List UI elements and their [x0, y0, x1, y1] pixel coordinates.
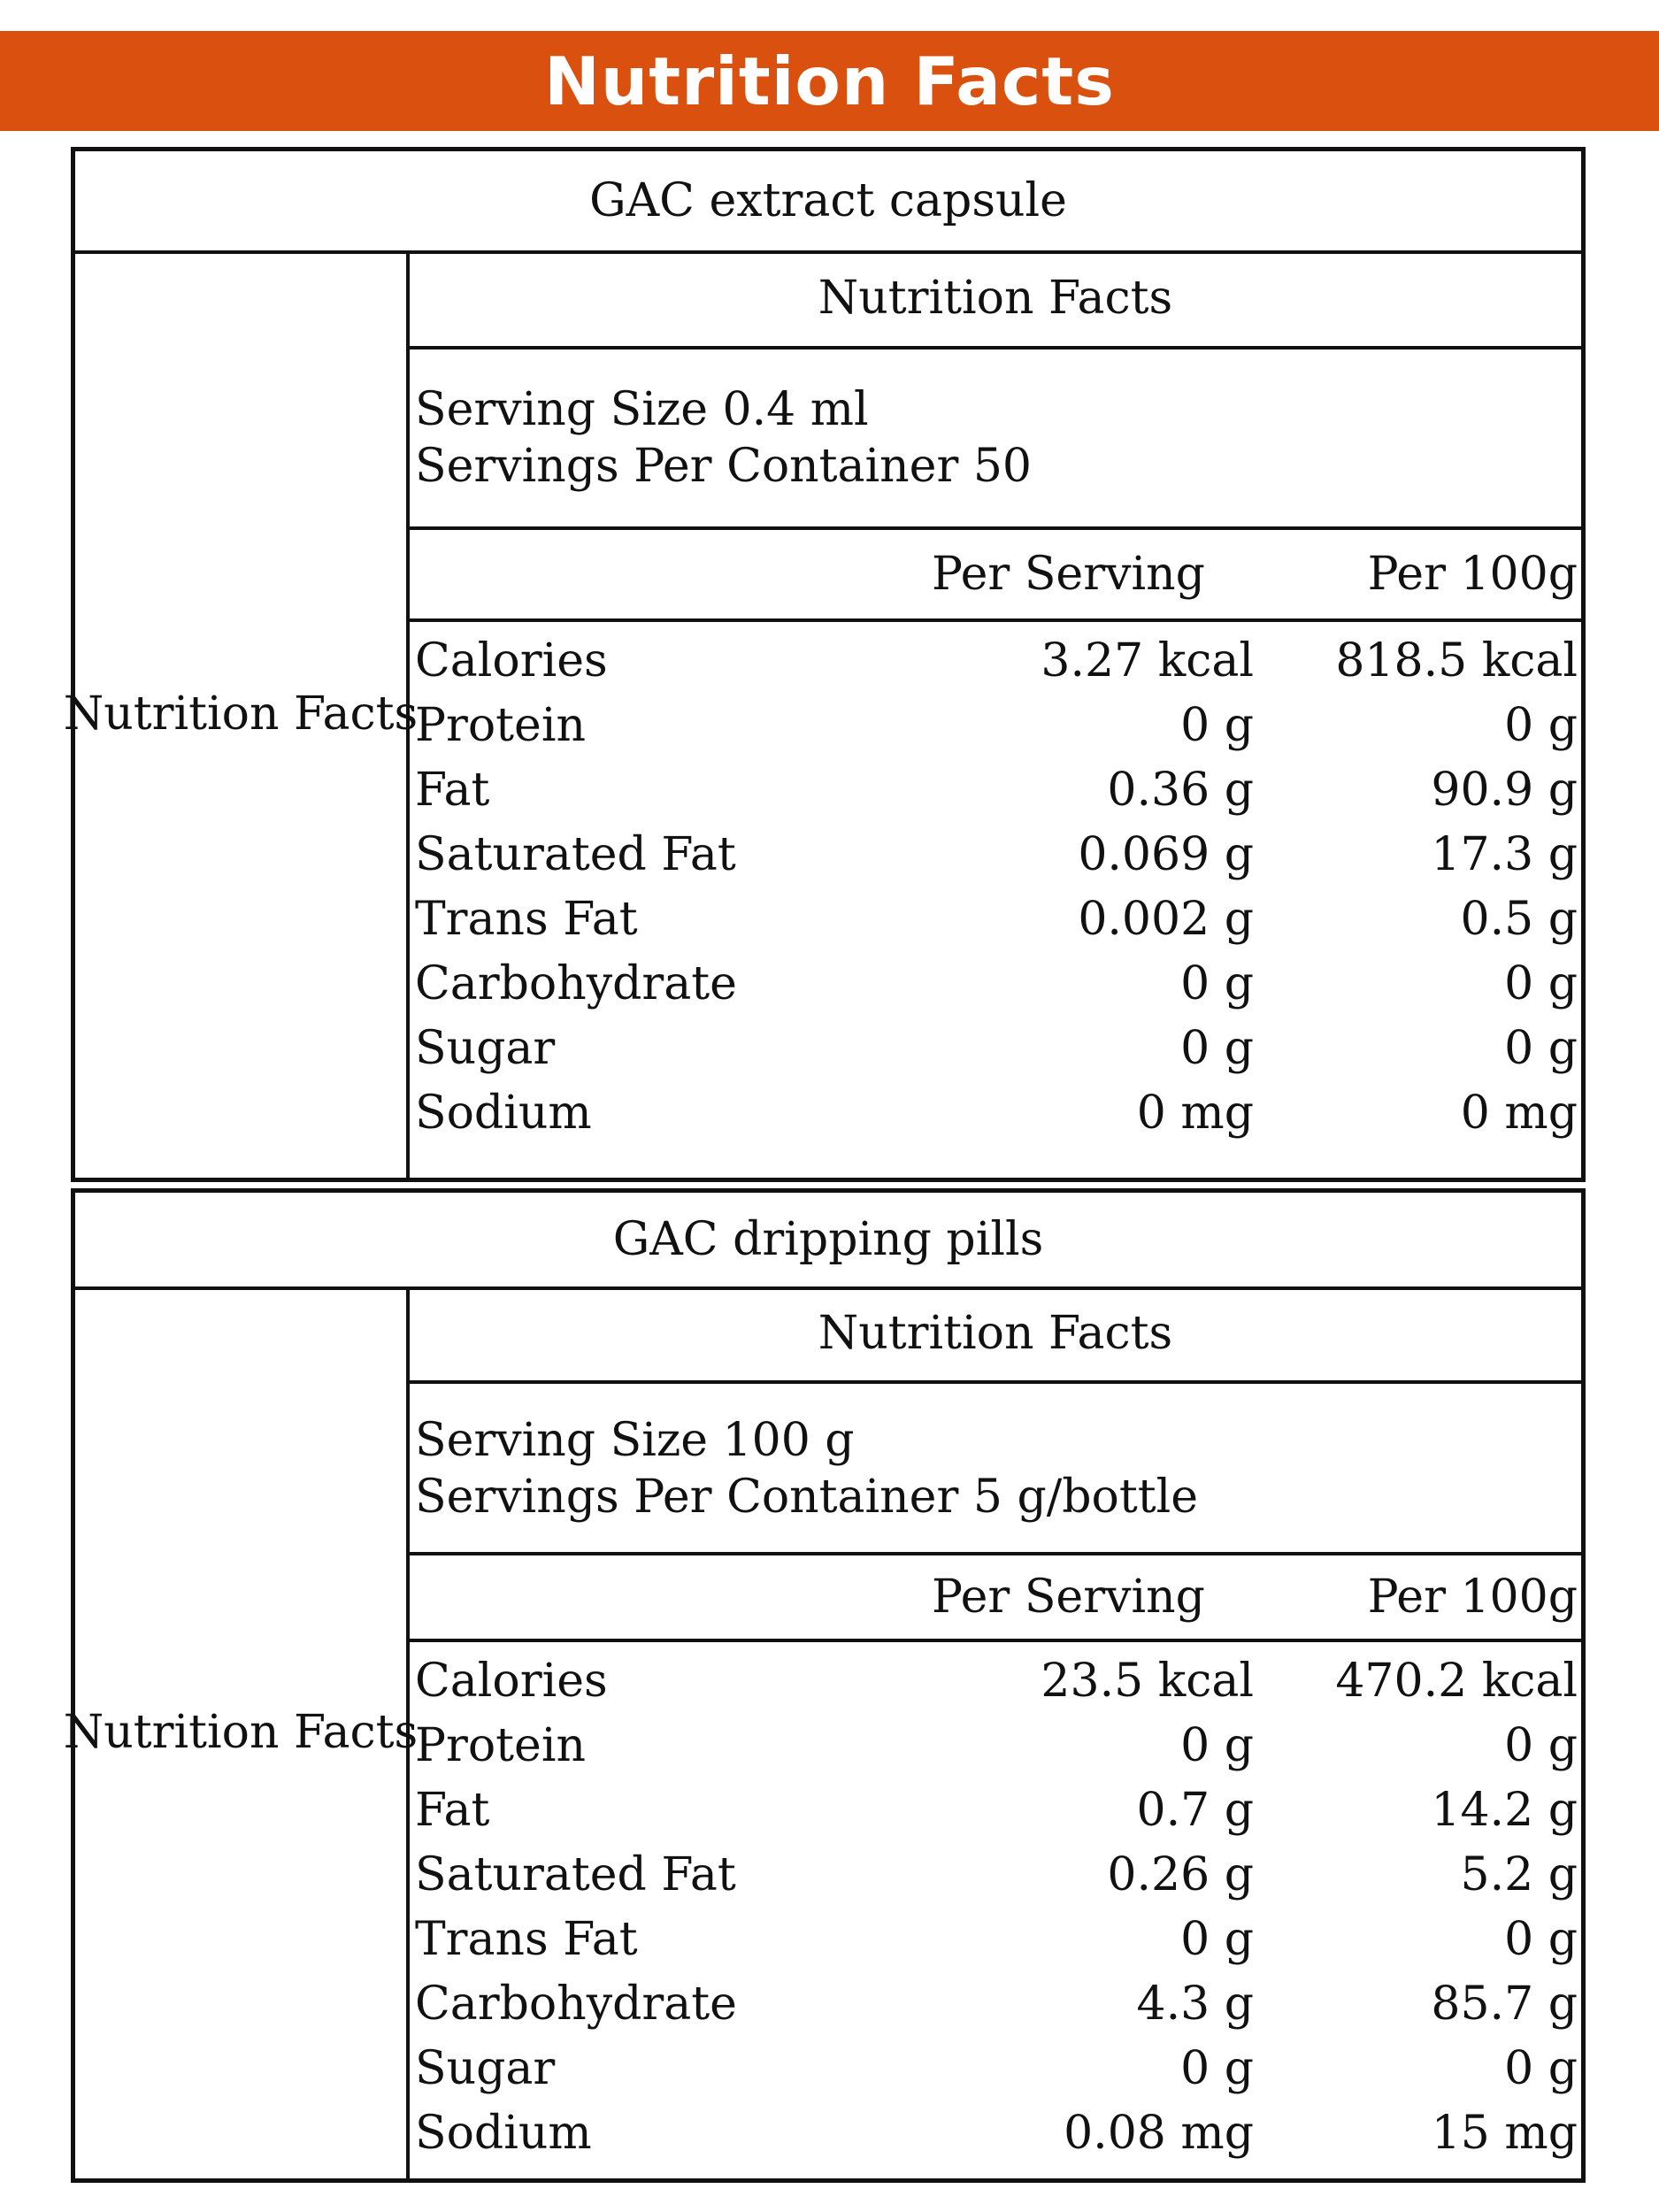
per-serving-value: 0 g [1180, 1022, 1254, 1075]
nutrient-name: Calories [415, 634, 608, 687]
nutrient-name: Carbohydrate [415, 957, 737, 1010]
table-row [410, 758, 1581, 823]
serving-size: Serving Size 100 g [415, 1414, 855, 1467]
table-row [410, 1714, 1581, 1778]
servings-per-container: Servings Per Container 50 [415, 440, 1032, 493]
nutrition-table [410, 1286, 1581, 2178]
per-serving-value: 0.08 mg [1064, 2107, 1254, 2160]
page-title: Nutrition Facts [0, 31, 1659, 131]
per-serving-value: 0.069 g [1078, 828, 1254, 881]
per-serving-value: 0.7 g [1136, 1784, 1254, 1837]
side-label [63, 250, 419, 1178]
per-100g-value: 0 g [1504, 2042, 1578, 2095]
side-label-text: Nutrition Facts [63, 687, 419, 741]
serving-info [410, 1384, 1581, 1555]
nutrition-table [410, 250, 1581, 1178]
table-title: Nutrition Facts [410, 1286, 1581, 1384]
side-label [63, 1286, 419, 2178]
nutrition-panel-capsule [63, 147, 1586, 1182]
nutrient-name: Saturated Fat [415, 1848, 736, 1901]
col-per-100g: Per 100g [1367, 1571, 1578, 1624]
nutrient-name: Saturated Fat [415, 828, 736, 881]
serving-info [410, 349, 1581, 530]
per-100g-value: 818.5 kcal [1335, 634, 1578, 687]
per-100g-value: 17.3 g [1431, 828, 1578, 881]
column-headers [410, 1555, 1581, 1642]
nutrient-name: Fat [415, 764, 490, 817]
per-serving-value: 0 g [1180, 1913, 1254, 1966]
side-label-text: Nutrition Facts [63, 1706, 419, 1759]
col-per-100g: Per 100g [1367, 548, 1578, 601]
servings-per-container: Servings Per Container 5 g/bottle [415, 1471, 1199, 1524]
table-row [410, 1843, 1581, 1908]
per-100g-value: 0 g [1504, 1913, 1578, 1966]
per-serving-value: 3.27 kcal [1041, 634, 1254, 687]
table-row [410, 1649, 1581, 1714]
per-serving-value: 0 g [1180, 2042, 1254, 2095]
table-row [410, 2101, 1581, 2166]
col-per-serving: Per Serving [932, 548, 1205, 601]
per-serving-value: 0 g [1180, 699, 1254, 752]
per-100g-value: 0 g [1504, 957, 1578, 1010]
per-100g-value: 90.9 g [1431, 764, 1578, 817]
table-row [410, 694, 1581, 758]
table-row [410, 629, 1581, 694]
product-title: GAC extract capsule [75, 151, 1581, 254]
table-row [410, 1778, 1581, 1843]
column-headers [410, 530, 1581, 622]
per-100g-value: 0 g [1504, 1719, 1578, 1772]
per-serving-value: 0.26 g [1107, 1848, 1254, 1901]
nutrition-panel-pills [63, 1188, 1586, 2183]
nutrient-name: Trans Fat [415, 893, 638, 946]
per-100g-value: 0.5 g [1460, 893, 1578, 946]
per-serving-value: 23.5 kcal [1041, 1655, 1254, 1708]
table-row [410, 1972, 1581, 2037]
table-title: Nutrition Facts [410, 250, 1581, 349]
table-row [410, 1017, 1581, 1081]
table-row [410, 823, 1581, 887]
nutrient-name: Sugar [415, 1022, 556, 1075]
per-serving-value: 0 g [1180, 1719, 1254, 1772]
serving-size: Serving Size 0.4 ml [415, 383, 869, 436]
nutrient-name: Protein [415, 1719, 586, 1772]
per-100g-value: 15 mg [1431, 2107, 1578, 2160]
table-row [410, 887, 1581, 952]
per-100g-value: 470.2 kcal [1335, 1655, 1578, 1708]
nutrient-name: Trans Fat [415, 1913, 638, 1966]
per-100g-value: 14.2 g [1431, 1784, 1578, 1837]
per-serving-value: 0 mg [1136, 1087, 1254, 1140]
per-serving-value: 4.3 g [1136, 1978, 1254, 2031]
nutrient-name: Sodium [415, 1087, 592, 1140]
per-serving-value: 0.002 g [1078, 893, 1254, 946]
table-row [410, 2037, 1581, 2101]
nutrient-rows [410, 1642, 1581, 2166]
table-row [410, 952, 1581, 1017]
nutrient-name: Sodium [415, 2107, 592, 2160]
per-100g-value: 0 mg [1460, 1087, 1578, 1140]
nutrient-rows [410, 622, 1581, 1146]
per-100g-value: 5.2 g [1460, 1848, 1578, 1901]
nutrient-name: Protein [415, 699, 586, 752]
per-100g-value: 0 g [1504, 699, 1578, 752]
table-row [410, 1908, 1581, 1972]
per-100g-value: 85.7 g [1431, 1978, 1578, 2031]
nutrient-name: Sugar [415, 2042, 556, 2095]
col-per-serving: Per Serving [932, 1571, 1205, 1624]
nutrient-name: Carbohydrate [415, 1978, 737, 2031]
per-serving-value: 0 g [1180, 957, 1254, 1010]
nutrient-name: Fat [415, 1784, 490, 1837]
per-100g-value: 0 g [1504, 1022, 1578, 1075]
per-serving-value: 0.36 g [1107, 764, 1254, 817]
product-title: GAC dripping pills [75, 1193, 1581, 1290]
nutrient-name: Calories [415, 1655, 608, 1708]
table-row [410, 1081, 1581, 1146]
